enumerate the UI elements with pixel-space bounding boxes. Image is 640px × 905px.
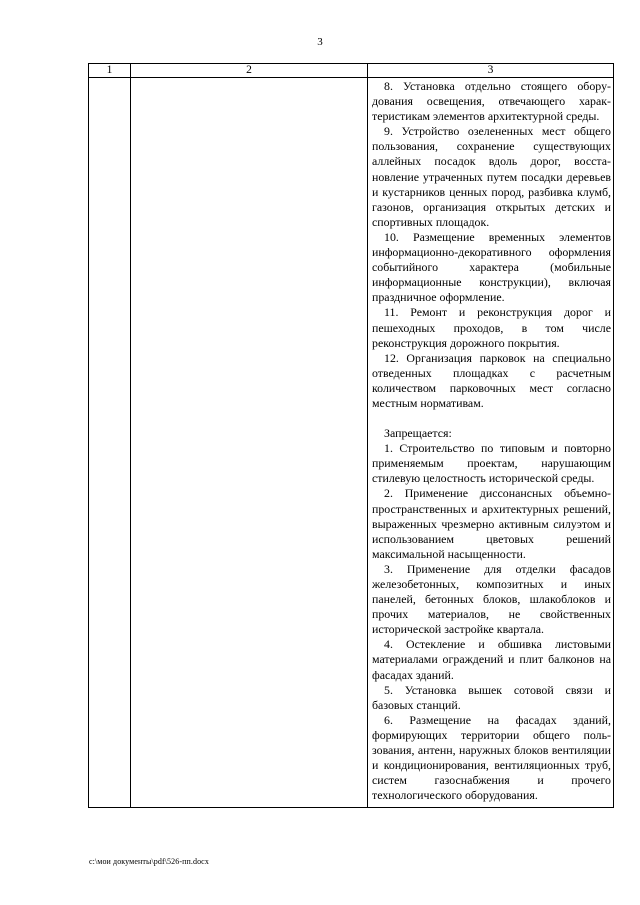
table-row [89,78,614,808]
column-header-3: 3 [368,64,614,78]
paragraph-prohibited-2: 2. Применение диссонансных объемно-пространственных и архитектурных решений, выраженных чрезмерно активным силуэтом и использованием цветовых решений максимальной насыщенности. [372,486,611,561]
paragraph-allowed-11: 11. Ремонт и реконструкция дорог и пешеходных проходов, в том числе реконструкция дорожного покрытия. [372,305,611,350]
paragraph-allowed-8: 8. Установка отдельно стоящего оборудования освещения, отвечающего характеристикам элементов архитектурной среды. [372,79,611,124]
prohibited-heading: Запрещается: [384,426,452,441]
paragraph-allowed-9: 9. Устройство озелененных мест общего пользования, сохранение существующих аллейных посадок вдоль дорог, восстановление утраченных путем посадки деревьев и кустарников ценных пород, разбивка клумб, газонов, организация открытых детских и спортивных площадок. [372,124,611,229]
paragraph-allowed-12: 12. Организация парковок на специально отведенных площадках с расчетным количеством парковочных мест согласно местным нормативам. [372,350,611,410]
paragraph-prohibited-5: 5. Установка вышек сотовой связи и базовых станций. [372,682,611,712]
cell-col-3 [368,78,614,808]
cell-col-2 [131,78,368,808]
regulations-table [88,63,614,808]
section-spacer [372,411,611,426]
paragraph-prohibited-6: 6. Размещение на фасадах зданий, формирующих территории общего пользования, антенн, наружных блоков вентиляции и кондиционирования, вентиляционных труб, систем газоснабжения и прочего технологического оборудования. [372,712,611,803]
paragraph-prohibited-3: 3. Применение для отделки фасадов железобетонных, композитных и иных панелей, бетонных блоков, шлакоблоков и прочих материалов, не свойственных исторической застройке квартала. [372,561,611,637]
cell-col-1 [89,78,131,808]
column-header-2: 2 [131,64,368,78]
table-header-row [89,64,614,78]
paragraph-allowed-10: 10. Размещение временных элементов информационно-декоративного оформления событийного характера (мобильные информационные конструкции), включая праздничное оформление. [372,229,611,305]
paragraph-prohibited-4: 4. Остекление и обшивка листовыми материалами ограждений и плит балконов на фасадах зданий. [372,637,611,682]
paragraph-prohibited-1: 1. Строительство по типовым и повторно применяемым проектам, нарушающим стилевую целостность исторической среды. [372,441,611,486]
column-header-1: 1 [89,64,131,78]
file-path-footer: c:\мои документы\pdf\526-пп.docx [89,857,209,866]
requirements-text [368,78,613,807]
page-number: 3 [317,36,323,48]
